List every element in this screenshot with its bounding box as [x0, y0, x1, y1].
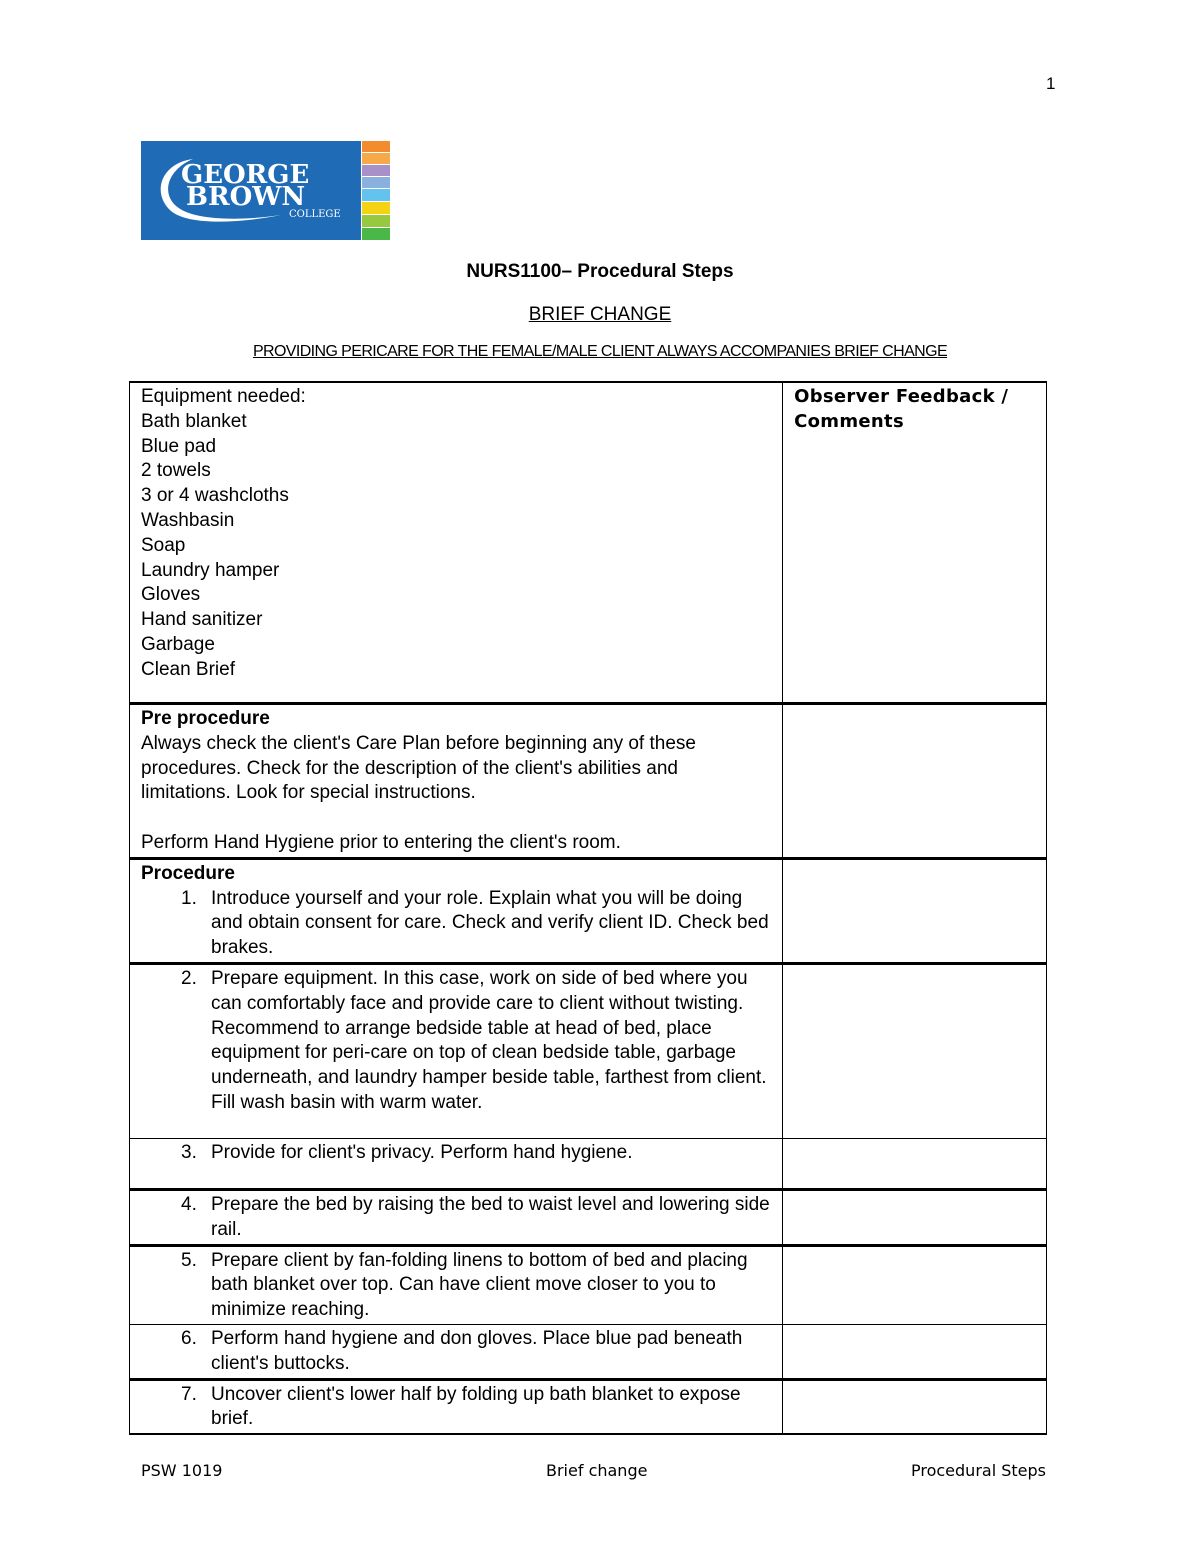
equipment-cell	[130, 382, 783, 704]
feedback-cell	[783, 1245, 1047, 1324]
table-row	[130, 1138, 1047, 1189]
feedback-cell	[783, 858, 1047, 963]
list-item: 3 or 4 washcloths	[141, 485, 289, 507]
step-text: Perform hand hygiene and don gloves. Place blue pad beneath client's buttocks.	[211, 1327, 743, 1374]
procedure-step	[141, 1249, 772, 1323]
table-row	[130, 858, 1047, 963]
step-number: 2.	[181, 967, 197, 989]
procedure-step	[141, 1193, 772, 1243]
footer-center: Brief change	[546, 1461, 648, 1480]
procedure-cell	[130, 1324, 783, 1379]
table-row	[130, 1245, 1047, 1324]
feedback-cell	[783, 1138, 1047, 1189]
step-number: 7.	[181, 1383, 197, 1405]
table-row	[130, 1189, 1047, 1245]
feedback-cell	[783, 704, 1047, 859]
list-item: Soap	[141, 534, 186, 556]
feedback-cell	[783, 1324, 1047, 1379]
step-text: Introduce yourself and your role. Explain what you will be doing and obtain consent for care. Check and verify client ID. Check bed brakes.	[211, 887, 769, 959]
list-item: Hand sanitizer	[141, 609, 263, 631]
footer-left: PSW 1019	[141, 1461, 223, 1480]
step-number: 5.	[181, 1249, 197, 1271]
list-item: Blue pad	[141, 435, 217, 457]
procedure-step	[141, 887, 772, 961]
observer-heading-comments: Comments	[794, 410, 904, 432]
feedback-cell	[783, 1379, 1047, 1434]
observer-cell	[783, 382, 1047, 704]
step-text: Prepare equipment. In this case, work on side of bed where you can comfortably face and provide care to client without twisting. Recommend to arrange bedside table at head of bed, place equipment for peri-care on top of clean bedside table, garbage underneath, and laundry hamper beside table, farthest from client. Fill wash basin with warm water.	[211, 967, 767, 1113]
page-number: 1	[1046, 74, 1056, 93]
list-item: Clean Brief	[141, 658, 235, 680]
equipment-list	[141, 410, 772, 683]
list-item: Washbasin	[141, 509, 235, 531]
pre-procedure-heading: Pre procedure	[141, 708, 270, 729]
pre-procedure-cell	[130, 704, 783, 859]
procedure-cell	[130, 1379, 783, 1434]
logo-line-college: COLLEGE	[289, 209, 341, 220]
footer-right: Procedural Steps	[911, 1461, 1046, 1480]
document-subtitle: BRIEF CHANGE	[528, 304, 672, 325]
logo-line-george: GEORGE	[181, 160, 310, 190]
table-row	[130, 1324, 1047, 1379]
logo-line-brown: BROWN	[186, 182, 306, 212]
list-item: Bath blanket	[141, 410, 247, 432]
procedure-cell	[130, 858, 783, 963]
procedure-cell	[130, 1138, 783, 1189]
procedure-cell	[130, 963, 783, 1138]
pre-procedure-hygiene: Perform Hand Hygiene prior to entering the client's room.	[141, 831, 621, 853]
procedure-cell	[130, 1245, 783, 1324]
document-title: NURS1100– Procedural Steps	[466, 261, 734, 282]
step-text: Prepare the bed by raising the bed to waist level and lowering side rail.	[211, 1193, 770, 1240]
procedure-table	[129, 381, 1047, 1435]
feedback-cell	[783, 1189, 1047, 1245]
step-text: Provide for client's privacy. Perform hand hygiene.	[211, 1141, 633, 1163]
list-item: Laundry hamper	[141, 559, 280, 581]
procedure-heading: Procedure	[141, 862, 235, 884]
table-row	[130, 1379, 1047, 1434]
procedure-step	[141, 967, 772, 1116]
step-number: 4.	[181, 1193, 197, 1215]
table-row	[130, 382, 1047, 704]
step-text: Uncover client's lower half by folding up bath blanket to expose brief.	[211, 1383, 741, 1430]
document-note: PROVIDING PERICARE FOR THE FEMALE/MALE CLIENT ALWAYS ACCOMPANIES BRIEF CHANGE	[252, 343, 948, 360]
procedure-step	[141, 1383, 772, 1433]
list-item: Garbage	[141, 633, 215, 655]
list-item: Gloves	[141, 584, 201, 606]
procedure-cell	[130, 1189, 783, 1245]
pre-procedure-text: Always check the client's Care Plan before beginning any of these procedures. Check for the description of the client's abilities and limitations. Look for special instructions.	[141, 732, 696, 804]
equipment-heading: Equipment needed:	[141, 386, 306, 407]
college-logo	[141, 141, 390, 240]
step-number: 3.	[181, 1141, 197, 1163]
step-number: 1.	[181, 887, 197, 909]
list-item: 2 towels	[141, 460, 211, 482]
procedure-step	[141, 1141, 772, 1166]
table-row	[130, 704, 1047, 859]
table-row	[130, 963, 1047, 1138]
step-text: Prepare client by fan-folding linens to bottom of bed and placing bath blanket over top. Can have client move closer to you to minimize reaching.	[211, 1249, 748, 1321]
procedure-step	[141, 1327, 772, 1377]
feedback-cell	[783, 963, 1047, 1138]
step-number: 6.	[181, 1327, 197, 1349]
observer-heading: Observer Feedback /	[794, 386, 1009, 407]
